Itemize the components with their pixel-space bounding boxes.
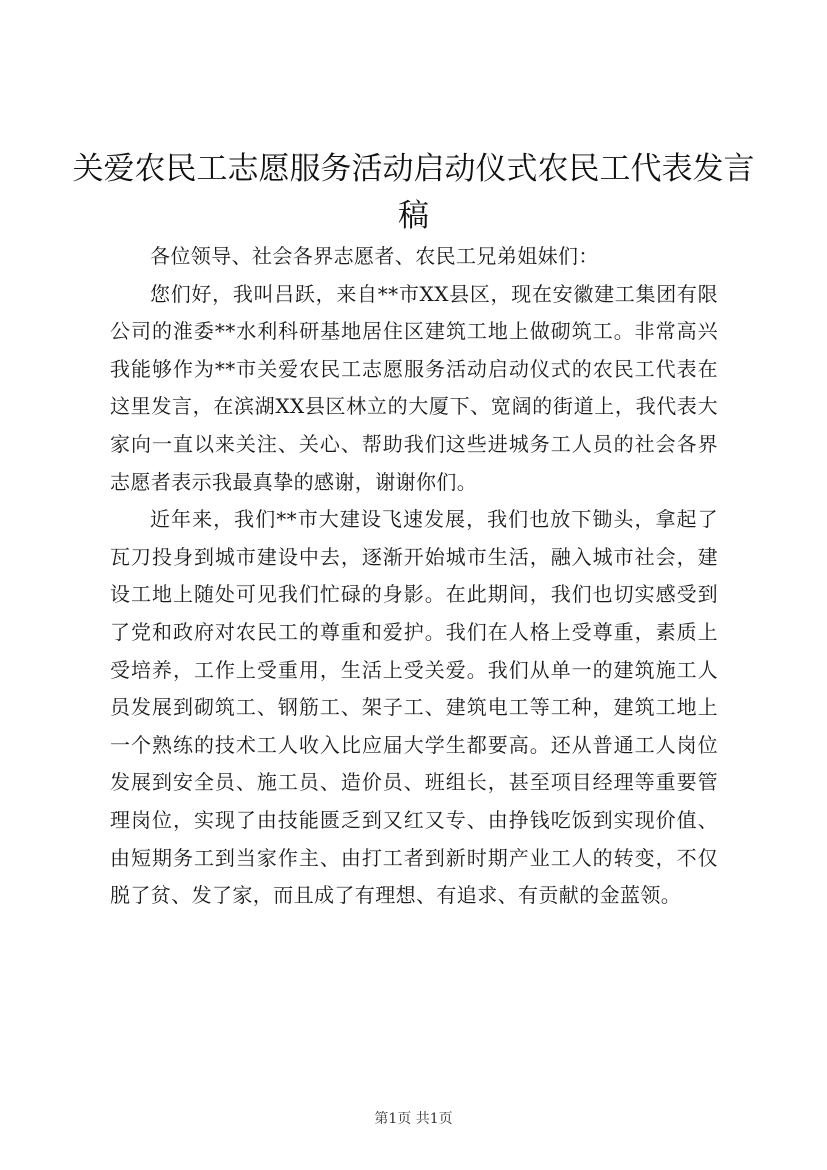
- body-paragraph-2: 近年来，我们**市大建设飞速发展，我们也放下锄头，拿起了瓦刀投身到城市建设中去，逐渐开始城市生活，融入城市社会，建设工地上随处可见我们忙碌的身影。在此期间，我们也切实感受到了党和政府对农民工的尊重和爱护。我们在人格上受尊重，素质上受培养，工作上受重用，生活上受关爱。我们从单一的建筑施工人员发展到砌筑工、钢筋工、架子工、建筑电工等工种，建筑工地上一个熟练的技术工人收入比应届大学生都要高。还从普通工人岗位发展到安全员、施工员、造价员、班组长，甚至项目经理等重要管理岗位，实现了由技能匮乏到又红又专、由挣钱吃饭到实现价值、由短期务工到当家作主、由打工者到新时期产业工人的转变，不仅脱了贫、发了家，而且成了有理想、有追求、有贡献的金蓝领。: [110, 507, 718, 908]
- salutation-paragraph: 各位领导、社会各界志愿者、农民工兄弟姐妹们：: [150, 244, 599, 268]
- page-footer: 第1页 共1页: [374, 1111, 453, 1127]
- body-paragraph-1: 您们好，我叫吕跃，来自**市XX县区，现在安徽建工集团有限公司的淮委**水利科研基地居住区建筑工地上做砌筑工。非常高兴我能够作为**市关爱农民工志愿服务活动启动仪式的农民工代表在这里发言，在滨湖XX县区林立的大厦下、宽阔的街道上，我代表大家向一直以来关注、关心、帮助我们这些进城务工人员的社会各界志愿者表示我最真挚的感谢，谢谢你们。: [110, 281, 718, 494]
- document-title: 关爱农民工志愿服务活动启动仪式农民工代表发言稿: [72, 151, 755, 234]
- document-body: [110, 238, 718, 915]
